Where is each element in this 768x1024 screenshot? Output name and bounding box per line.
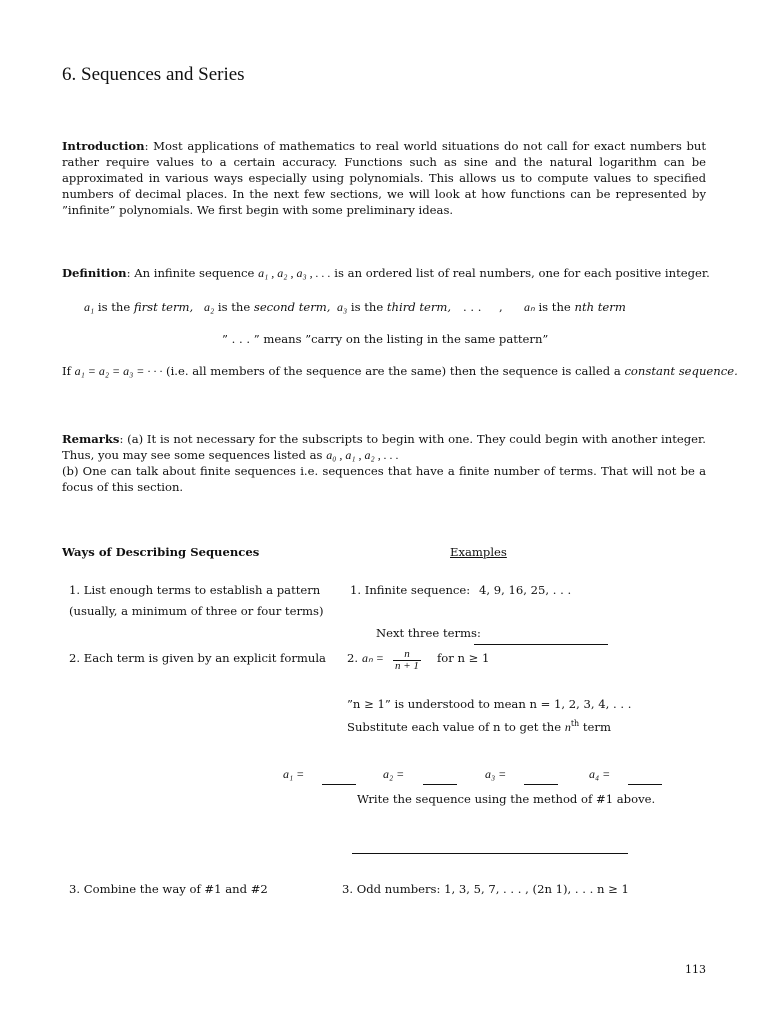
nth-n: n — [564, 719, 571, 734]
next-three-terms-label: Next three terms: — [376, 626, 481, 640]
constant-mid: (i.e. all members of the sequence are the same) then the sequence is called a — [162, 364, 625, 378]
a4-equals: a₄ = — [589, 767, 611, 781]
example-1-sequence: 4, 9, 16, 25, . . . — [479, 583, 572, 597]
term-an — [524, 300, 626, 315]
term-comma: , — [499, 300, 503, 314]
constant-equation: a₁ = a₂ = a₃ = · · · — [74, 364, 163, 378]
term-dots: . . . — [463, 300, 482, 314]
remarks-paragraph — [62, 431, 706, 495]
constant-sequence-line — [62, 364, 738, 379]
example-2-number: 2. — [347, 651, 359, 665]
constant-name: constant sequence. — [624, 364, 738, 378]
remarks-label: Remarks — [62, 432, 120, 446]
definition-sequence: a₁ , a₂ , a₃ , . . . — [258, 266, 331, 280]
term-a1-symbol: a₁ — [84, 300, 95, 314]
remarks-text-b: (b) One can talk about finite sequences i.e. sequences that have a finite number of terms. That will not be a focus of this section. — [62, 464, 706, 494]
term-a2-name: second term, — [253, 300, 331, 314]
write-sequence-instruction: Write the sequence using the method of #1 above. — [357, 792, 656, 806]
term-a1-name: first term, — [133, 300, 194, 314]
example-3: 3. Odd numbers: 1, 3, 5, 7, . . . , (2n 1), . . . n ≥ 1 — [342, 882, 629, 896]
example-2-lhs: aₙ = — [362, 651, 384, 665]
page-title: 6. Sequences and Series — [62, 64, 245, 85]
method-1-line-1: 1. List enough terms to establish a pattern — [69, 583, 321, 597]
term-a3 — [337, 300, 451, 315]
write-sequence-blank — [352, 852, 628, 854]
a2-blank — [423, 783, 457, 785]
a1-blank — [322, 783, 356, 785]
remarks-text-a: : (a) It is not necessary for the subscripts to begin with one. They could begin with another integer. Thus, you may see some sequences listed as — [62, 432, 706, 462]
term-a1 — [84, 300, 193, 315]
a1-equals: a₁ = — [283, 767, 305, 781]
definition-label: Definition — [62, 266, 127, 280]
constant-pre: If — [62, 364, 75, 378]
term-a1-text: is the — [94, 300, 134, 314]
term-a2 — [204, 300, 330, 315]
term-a3-name: third term, — [386, 300, 452, 314]
term-text: term — [579, 719, 611, 734]
introduction-text: : Most applications of mathematics to real world situations do not call for exact numbers but rather require values to a certain accuracy. Functions such as sine and the natural logarithm can be approximated in various ways especially using polynomials. This allows us to compute values to specified numbers of decimal places. In the next few sections, we will look at how functions can be represented by ”infinite” polynomials. We first begin with some preliminary ideas. — [62, 139, 706, 217]
example-1-label: 1. Infinite sequence: — [350, 583, 471, 597]
term-an-text: is the — [534, 300, 575, 314]
a4-blank — [628, 783, 662, 785]
term-a2-symbol: a₂ — [204, 300, 215, 314]
ways-heading — [62, 545, 259, 559]
nth-superscript: th — [570, 719, 580, 728]
dots-meaning: ” . . . ” means ”carry on the listing in the same pattern” — [222, 332, 549, 346]
a3-equals: a₃ = — [485, 767, 507, 781]
understood-line: ”n ≥ 1” is understood to mean n = 1, 2, 3, 4, . . . — [347, 697, 632, 711]
remarks-sequence: a₀ , a₁ , a₂ , . . . — [326, 448, 399, 462]
introduction-label: Introduction — [62, 139, 145, 153]
method-2: 2. Each term is given by an explicit formula — [69, 651, 326, 665]
substitute-text: Substitute each value of n to get the — [347, 719, 565, 734]
term-an-symbol: aₙ — [524, 300, 535, 314]
ways-heading-text: Ways of Describing Sequences — [62, 545, 260, 559]
example-2-condition: for n ≥ 1 — [437, 651, 490, 665]
definition-line — [62, 266, 710, 281]
method-1-line-2: (usually, a minimum of three or four terms) — [69, 604, 324, 618]
next-three-terms-blank — [474, 643, 608, 645]
substitute-line — [347, 719, 611, 735]
fraction-numerator: n — [393, 649, 421, 661]
page-number: 113 — [685, 963, 706, 976]
examples-heading: Examples — [450, 545, 507, 559]
introduction-paragraph — [62, 138, 706, 218]
a2-equals: a₂ = — [383, 767, 405, 781]
method-3: 3. Combine the way of #1 and #2 — [69, 882, 268, 896]
term-a2-text: is the — [214, 300, 254, 314]
definition-text-pre: : An infinite sequence — [126, 266, 259, 280]
term-a3-symbol: a₃ — [337, 300, 348, 314]
fraction-denominator: n + 1 — [395, 660, 419, 672]
example-2-fraction — [393, 649, 421, 672]
definition-text-post: is an ordered list of real numbers, one for each positive integer. — [330, 266, 710, 280]
a3-blank — [524, 783, 558, 785]
term-an-name: nth term — [574, 300, 626, 314]
term-a3-text: is the — [347, 300, 387, 314]
